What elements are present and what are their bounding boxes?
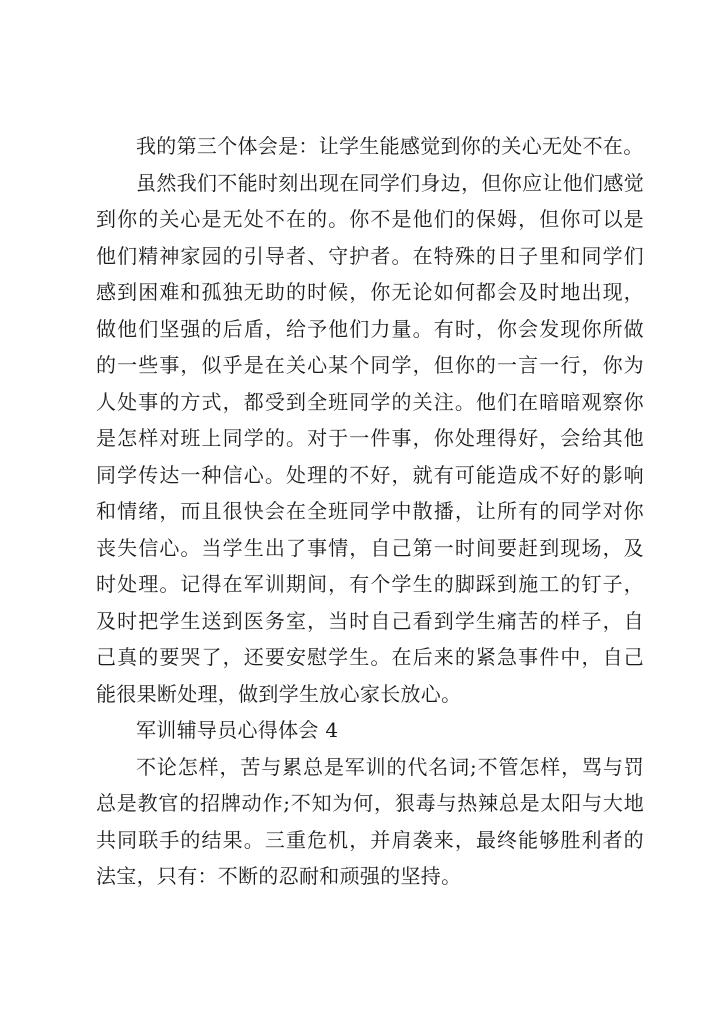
paragraph-care-everywhere: 虽然我们不能时刻出现在同学们身边，但你应让他们感觉到你的关心是无处不在的。你不是他们的保姆，但你可以是他们精神家园的引导者、守护者。在特殊的日子里和同学们感到困难和孤独无助的时候，你无论如何都会及时地出现，做他们坚强的后盾，给予他们力量。有时，你会发现你所做的一些事，似乎是在关心某个同学，但你的一言一行，你为人处事的方式，都受到全班同学的关注。他们在暗暗观察你是怎样对班上同学的。对于一件事，你处理得好，会给其他同学传达一种信心。处理的不好，就有可能造成不好的影响和情绪，而且很快会在全班同学中散播，让所有的同学对你丧失信心。当学生出了事情，自己第一时间要赶到现场，及时处理。记得在军训期间，有个学生的脚踩到施工的钉子，及时把学生送到医务室，当时自己看到学生痛苦的样子，自己真的要哭了，还要安慰学生。在后来的紧急事件中，自己能很果断处理，做到学生放心家长放心。 [96, 170, 644, 706]
section-heading: 军训辅导员心得体会 4 [136, 718, 339, 742]
paragraph-military-training: 不论怎样，苦与累总是军训的代名词;不管怎样，骂与罚总是教官的招牌动作;不知为何，狠毒与热辣总是太阳与大地共同联手的结果。三重危机，并肩袭来，最终能够胜利者的法宝，只有：不断的忍耐和顽强的坚持。 [96, 754, 644, 888]
document-body [96, 128, 644, 895]
paragraph-third-insight: 我的第三个体会是：让学生能感觉到你的关心无处不在。 [136, 134, 644, 158]
